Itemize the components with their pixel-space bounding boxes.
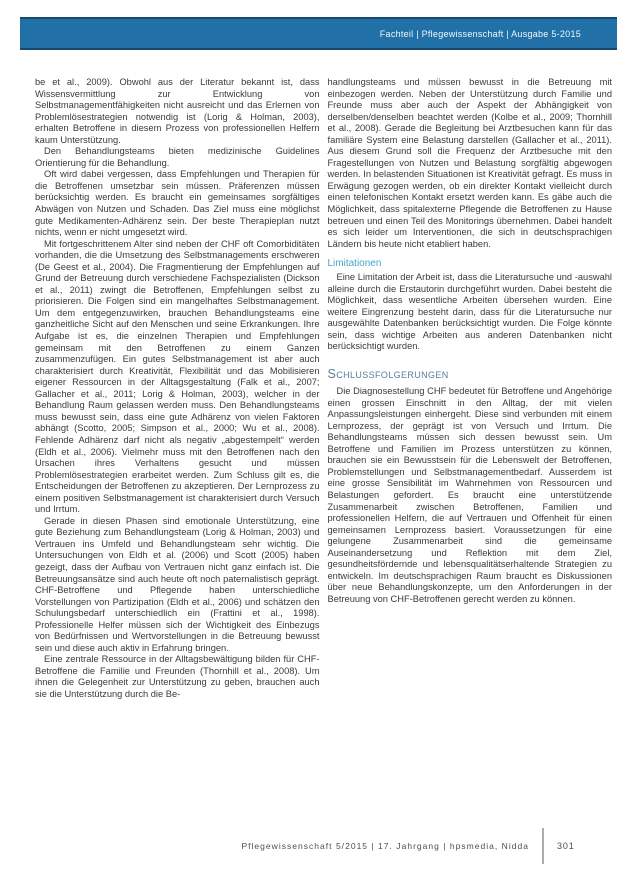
page-header-bar (20, 17, 617, 50)
footer-page-number: 301 (557, 841, 575, 851)
body-paragraph-continued: handlungsteams und müssen bewusst in die Betreuung mit einbezogen werden. Neben der Unterstützung durch Familie und Freunde muss aber auch der Aspekt der Abhängigkeit von derselben/denselben beachtet werden (Kolbe et al., 2009; Thornhill et al., 2008). Gerade die Begleitung bei Arztbesuchen kann für das familiäre System eine Belastung darstellen (Gallacher et al., 2011). Aus diesem Grund soll die Frequenz der Arztbesuche mit den Fragestellungen von Nutzen und Belastung sorgfältig abgewogen werden. In belastenden Situationen ist Kreativität gefragt. Es muss in Erwägung gezogen werden, ob ein direkter Kontakt vielleicht durch einen telefonischen Kontakt ersetzt werden kann. Es gäbe auch die Möglichkeit, dass spitalexterne Pflegende die Betroffenen zu Hause betreuen und einen Teil des Monitorings übernehmen. Dabei handelt es sich leider um Interventionen, die sich in deutschsprachigen Ländern bis heute nicht etabliert haben. (327, 77, 612, 249)
body-paragraph: Den Behandlungsteams bieten medizinische Guidelines Orientierung für die Behandlung. (35, 146, 320, 168)
body-paragraph-continued: be et al., 2009). Obwohl aus der Literatur bekannt ist, dass Wissensvermittlung zur Entwicklung von Selbstmanagementfähigkeiten nicht ausreicht und das Erlernen von Problemlösestrategien notwendig ist (Lorig & Holman, 2003), erhalten Betroffene in diesem Prozess von professionellen Helfern kaum Unterstützung. (35, 77, 320, 145)
schlussfolgerungen-heading: Schlussfolgerungen (327, 367, 449, 382)
body-paragraph: Mit fortgeschrittenem Alter sind neben der CHF oft Comorbiditäten vorhanden, die die Umsetzung des Selbstmanagements erschweren (De Geest et al., 2004). Die Fragmentierung der Empfehlungen auf Grund der Betreuung durch verschiedene Fachspezialisten (Dickson et al., 2011) zwingt die Betroffenen, Empfehlungen selbst zu priorisieren. Die Folgen sind ein mangelhaftes Selbstmanagement. Um dem entgegenzuwirken, brauchen Behandlungsteams eine ganzheitliche Sicht auf den Menschen und seine Erkrankungen. Ihre Aufgabe ist es, die einzelnen Therapien und Empfehlungen gemeinsam mit den Betroffenen zu einem Ganzen zusammenzufügen. Ein gutes Selbstmanagement ist aber auch charakterisiert durch Kreativität, Flexibilität und das Mobilisieren eigener Ressourcen in der Alltagsgestaltung (Falk et al., 2007; Gallacher et al., 2011; Lorig & Holman, 2003), welcher in der Behandlung Raum gelassen werden muss. Den Behandlungsteams muss bewusst sein, dass eine gute Adhärenz von vielen Faktoren abhängt (Scotto, 2005; Simpson et al., 2000; Wu et al., 2008). Fehlende Adhärenz darf nicht als negativ „abgestempelt“ werden (Eldh et al., 2006). Vielmehr muss mit den Betroffenen nach den Ursachen ihres Verhaltens gesucht und müssen Problemlösestrategien erarbeitet werden. Zum Schluss gilt es, die Entscheidungen der Betroffenen zu akzeptieren. Der Lernprozess zu einem positiven Selbstmanagement ist charakterisiert durch Versuch und Irrtum. (35, 238, 320, 515)
page-footer (0, 826, 577, 866)
body-paragraph: Eine zentrale Ressource in der Alltagsbewältigung bilden für CHF-Betroffene die Familie und Freunden (Thornhill et al., 2008). Um ihnen die Gelegenheit zur Unterstützung zu geben, brauchen auch sie die Unterstützung durch die Be- (35, 654, 320, 699)
left-column (35, 77, 320, 701)
footer-divider (542, 828, 544, 864)
header-journal-info: Fachteil | Pflegewissenschaft | Ausgabe 5-2015 (379, 28, 581, 39)
article-body (35, 77, 612, 701)
body-paragraph: Gerade in diesen Phasen sind emotionale Unterstützung, eine gute Beziehung zum Behandlungsteam (Lorig & Holman, 2003) und Vertrauen ins Umfeld und Behandlungsteam sehr wichtig. Die Untersuchungen von Eldh et al. (2006) und Scott (2005) haben gezeigt, dass der Aufbau von Vertrauen nicht ganz einfach ist. Die Betreuungsansätze sind auch heute oft noch paternalistisch geprägt. CHF-Betroffene und Pflegende haben unterschiedliche Vorstellungen von Partizipation (Eldh et al., 2006) und schätzen den Schulungsbedarf unterschiedlich ein (Frattini et al., 1998). Professionelle Helfer müssen sich der Wichtigkeit des Einbezugs von Bedürfnissen und Wertvorstellungen in die Betreuung bewusst sein und diese auch aktiv in Erfahrung bringen. (35, 515, 320, 653)
body-paragraph: Oft wird dabei vergessen, dass Empfehlungen und Therapien für die Betroffenen umsetzbar sein müssen. Präferenzen müssen berücksichtig werden. Es braucht ein gemeinsames sorgfältiges Abwägen von Nutzen und Schaden. Das Ziel muss eine möglichst gute Medikamenten-Adhärenz sein. Der beste Therapieplan nutzt nichts, wenn er nicht umgesetzt wird. (35, 169, 320, 238)
limitationen-heading: Limitationen (327, 258, 382, 270)
footer-journal-line: Pflegewissenschaft 5/2015 | 17. Jahrgang | hpsmedia, Nidda (241, 841, 529, 851)
right-column (328, 77, 613, 701)
body-paragraph: Eine Limitation der Arbeit ist, dass die Literatursuche und -auswahl alleine durch die Erstautorin durchgeführt wurden. Dabei besteht die Möglichkeit, dass wesentliche Arbeiten übersehen wurden. Eine weitere Eingrenzung besteht darin, dass für die Literatursuche nur ausgewählte Datenbanken berücksichtigt wurden. Die Folge könnte sein, dass wichtige Arbeiten aus anderen Datenbanken nicht berücksichtigt wurden. (327, 272, 612, 352)
body-paragraph: Die Diagnosestellung CHF bedeutet für Betroffene und Angehörige einen grossen Einschnitt in den Alltag, der mit vielen Anpassungsleistungen einhergeht. Diese sind verbunden mit einem Lernprozess, der geprägt ist von Versuch und Irrtum. Die Behandlungsteams müssen sich dessen bewusst sein. Um Betroffene und Familien im Prozess unterstützen zu können, brauchen sie ein Bewusstsein für die Lebenswelt der Betroffenen, Problemstellungen und Selbstmanagementbedarf. Ausserdem ist eine grosse Sensibilität im Wahrnehmen von Ressourcen und Belastungen gefordert. Es braucht eine unterstützende Zusammenarbeit zwischen Betroffenen, Familien und professionellen Helfern, die auf Vertrauen und Offenheit für einen gemeinsamen Lernprozess basiert. Voraussetzungen für eine gelungene Zusammenarbeit sind die gemeinsame Auseinandersetzung und Reflektion mit dem Ziel, gesundheitsfördernde und lebensqualitätserhaltende Strategien zu entwickeln. Im deutschsprachigen Raum braucht es Diskussionen über neue Behandlungskonzepte, um den Anforderungen in der Betreuung von CHF-Betroffenen gerecht werden zu können. (327, 386, 612, 604)
